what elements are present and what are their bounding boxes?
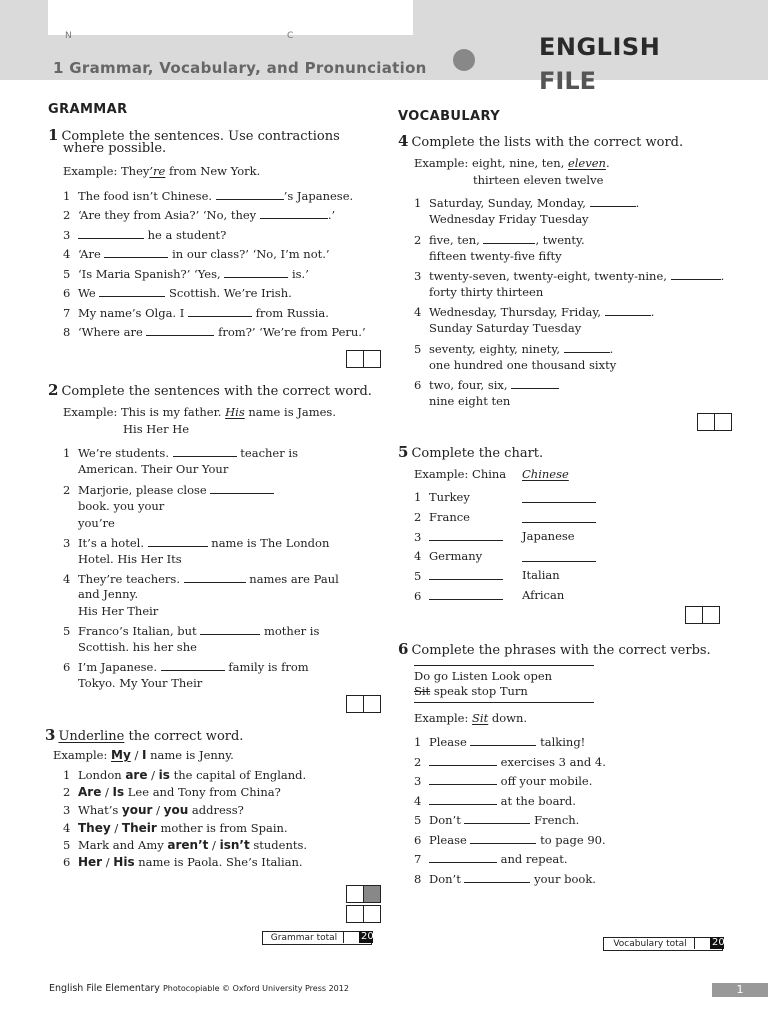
q4-example: Example: eight, nine, ten, eleven.: [414, 156, 610, 170]
q5-instruction: 5 Complete the chart.: [398, 443, 544, 461]
answer-blank[interactable]: [161, 659, 225, 671]
q1-item: 1 The food isn’t Chinese. ’s Japanese.: [63, 189, 354, 203]
q3-item: 1 London are / is the capital of England.: [63, 768, 307, 782]
q3-item: 6 Her / His name is Paola. She’s Italian.: [63, 855, 303, 869]
q5-row-right: African: [522, 588, 565, 602]
score-box: [346, 905, 381, 923]
q2-example-options: His Her He: [123, 422, 190, 436]
score-box: [346, 885, 381, 903]
q4-item: 5 seventy, eighty, ninety, .: [414, 342, 614, 356]
q6-instruction: 6 Complete the phrases with the correct verbs.: [398, 640, 711, 658]
option-word[interactable]: your: [121, 803, 153, 817]
q5-row-left: 3: [414, 529, 503, 544]
answer-blank[interactable]: [78, 227, 144, 239]
score-box: [685, 606, 720, 624]
answer-blank[interactable]: [429, 568, 503, 580]
bullet-icon: [453, 49, 475, 71]
q2-instruction: 2 Complete the sentences with the correct word.: [48, 381, 372, 399]
score-box: [697, 413, 732, 431]
q2-item: 1 We’re students. teacher is: [63, 446, 298, 460]
q6-item: 2 exercises 3 and 4.: [414, 755, 606, 769]
option-word[interactable]: are: [125, 768, 148, 782]
q4-options: Sunday Saturday Tuesday: [429, 321, 582, 335]
q2-item: 3 It’s a hotel. name is The London: [63, 536, 330, 550]
name-label: N: [65, 31, 72, 41]
answer-blank[interactable]: [224, 266, 288, 278]
option-word[interactable]: Their: [121, 821, 157, 835]
q5-row-right: Japanese: [522, 529, 575, 543]
q2-number: 2: [48, 381, 59, 399]
q2-options: book. you your: [78, 499, 165, 513]
q2-options: American. Their Our Your: [78, 462, 229, 476]
q2-options: you’re: [78, 516, 115, 530]
option-word[interactable]: is: [158, 768, 170, 782]
answer-blank[interactable]: [511, 377, 559, 389]
grammar-heading: GRAMMAR: [48, 102, 128, 117]
q3-item: 4 They / Their mother is from Spain.: [63, 821, 288, 835]
q2-item: 2 Marjorie, please close: [63, 482, 274, 497]
q2-item: 5 Franco’s Italian, but mother is: [63, 624, 320, 638]
q4-item: 4 Wednesday, Thursday, Friday, .: [414, 305, 655, 319]
answer-blank[interactable]: [184, 571, 246, 583]
answer-blank[interactable]: [671, 268, 721, 280]
footer: English File Elementary Photocopiable © Oxford University Press 2012: [49, 983, 349, 994]
option-word[interactable]: you: [163, 803, 189, 817]
vocabulary-total-value: 20: [712, 937, 725, 948]
q6-item: 6 Please to page 90.: [414, 833, 606, 847]
q3-item: 3 What’s your / you address?: [63, 803, 244, 817]
q4-options: nine eight ten: [429, 394, 511, 408]
page-number: 1: [712, 983, 768, 997]
answer-blank[interactable]: [464, 871, 530, 883]
q6-item: 3 off your mobile.: [414, 774, 593, 788]
option-word[interactable]: Is: [112, 785, 125, 799]
q5-row-right: Italian: [522, 568, 560, 582]
q1-item: 5 ‘Is Maria Spanish?’ ‘Yes, is.’: [63, 267, 309, 281]
grammar-total-value: 20: [361, 931, 374, 942]
answer-blank[interactable]: [200, 623, 260, 635]
answer-blank[interactable]: [146, 324, 214, 336]
q5-row-left: 2 France: [414, 510, 470, 524]
answer-blank[interactable]: [605, 304, 651, 316]
q1-item: 6 We Scottish. We’re Irish.: [63, 286, 292, 300]
q3-number: 3: [45, 726, 56, 744]
q1-example: Example: They’re from New York.: [63, 164, 261, 178]
answer-blank[interactable]: [470, 734, 536, 746]
q3-example: Example: My / I name is Jenny.: [53, 748, 234, 762]
q2-options: His Her Their: [78, 604, 159, 618]
answer-blank[interactable]: [429, 588, 503, 600]
q6-item: 4 at the board.: [414, 794, 576, 808]
q1-number: 1: [48, 126, 59, 144]
q2-options: and Jenny.: [78, 587, 139, 601]
q6-example: Example: Sit down.: [414, 711, 528, 725]
option-word[interactable]: Are: [78, 785, 102, 799]
answer-blank[interactable]: [173, 445, 237, 457]
q6-item: 7 and repeat.: [414, 852, 568, 866]
q6-item: 1 Please talking!: [414, 735, 586, 749]
answer-blank[interactable]: [429, 773, 497, 785]
q3-item: 2 Are / Is Lee and Tony from China?: [63, 785, 281, 799]
answer-blank[interactable]: [429, 851, 497, 863]
q1-item: 3 he a student?: [63, 228, 227, 242]
brand-logo-cut: FILE: [539, 67, 597, 95]
answer-blank[interactable]: [216, 188, 284, 200]
q1-item: 8 ‘Where are from?’ ‘We’re from Peru.’: [63, 325, 366, 339]
q5-row-left: 5: [414, 568, 503, 583]
option-word[interactable]: They: [78, 821, 111, 835]
answer-blank[interactable]: [564, 341, 610, 353]
word-box-line1: Do go Listen Look open: [414, 669, 553, 683]
answer-blank[interactable]: [464, 812, 530, 824]
option-word[interactable]: His: [113, 855, 135, 869]
name-field[interactable]: [48, 0, 413, 35]
q6-item: 8 Don’t your book.: [414, 872, 596, 886]
q2-options: Hotel. His Her Its: [78, 552, 182, 566]
answer-blank[interactable]: [429, 793, 497, 805]
answer-blank[interactable]: [590, 195, 636, 207]
word-box-top-rule: [414, 665, 594, 666]
q5-row-left: 6: [414, 588, 503, 603]
answer-blank[interactable]: [210, 482, 274, 494]
q1-item: 4 ‘Are in our class?’ ‘No, I’m not.’: [63, 247, 330, 261]
q1-instruction-line1: Complete the sentences. Use contractions: [61, 129, 340, 144]
answer-blank[interactable]: [188, 305, 252, 317]
q3-item: 5 Mark and Amy aren’t / isn’t students.: [63, 838, 308, 852]
q1-item: 2 ‘Are they from Asia?’ ‘No, they .’: [63, 208, 336, 222]
answer-blank[interactable]: [483, 232, 535, 244]
word-box-line2: Sit speak stop Turn: [414, 684, 528, 698]
q4-item: 6 two, four, six,: [414, 377, 559, 392]
q5-row-left: 4 Germany: [414, 549, 483, 563]
q1-item: 7 My name’s Olga. I from Russia.: [63, 306, 329, 320]
word-box-bottom-rule: [414, 702, 594, 703]
q2-example: Example: This is my father. His name is James.: [63, 405, 336, 419]
vocabulary-total: Vocabulary total 20: [603, 937, 723, 951]
option-word[interactable]: aren’t: [167, 838, 209, 852]
option-word[interactable]: isn’t: [219, 838, 250, 852]
answer-blank[interactable]: [148, 535, 208, 547]
q2-options: Tokyo. My Your Their: [78, 676, 203, 690]
class-label: C: [287, 31, 294, 41]
q5-example: Example: China: [414, 467, 507, 481]
brand-logo: ENGLISH: [539, 33, 661, 61]
q5-example-answer: Chinese: [522, 467, 569, 481]
option-word[interactable]: Her: [78, 855, 103, 869]
page-title: 1 Grammar, Vocabulary, and Pronunciation: [53, 59, 427, 77]
grammar-total: Grammar total 20: [262, 931, 372, 945]
q3-instruction: 3 Underline the correct word.: [45, 726, 244, 744]
q4-options: one hundred one thousand sixty: [429, 358, 617, 372]
q4-example-options: thirteen eleven twelve: [473, 173, 604, 187]
q4-options: forty thirty thirteen: [429, 285, 544, 299]
vocabulary-heading: VOCABULARY: [398, 109, 501, 124]
answer-blank[interactable]: [522, 502, 596, 503]
q2-options: Scottish. his her she: [78, 640, 197, 654]
q2-item: 4 They’re teachers. names are Paul: [63, 572, 339, 586]
answer-blank[interactable]: [522, 522, 596, 523]
q4-item: 3 twenty-seven, twenty-eight, twenty-nine, .: [414, 269, 725, 283]
q4-item: 1 Saturday, Sunday, Monday, .: [414, 196, 640, 210]
q4-item: 2 five, ten, , twenty.: [414, 233, 585, 247]
q4-instruction: 4 Complete the lists with the correct word.: [398, 132, 684, 150]
answer-blank[interactable]: [429, 529, 503, 541]
q6-item: 5 Don’t French.: [414, 813, 580, 827]
answer-blank[interactable]: [522, 561, 596, 562]
answer-blank[interactable]: [104, 246, 168, 258]
score-box: [346, 350, 381, 368]
q1-instruction-line2: where possible.: [63, 141, 167, 156]
q5-row-left: 1 Turkey: [414, 490, 470, 504]
answer-blank[interactable]: [260, 207, 328, 219]
q4-options: Wednesday Friday Tuesday: [429, 212, 589, 226]
q4-options: fifteen twenty-five fifty: [429, 249, 562, 263]
answer-blank[interactable]: [429, 754, 497, 766]
answer-blank[interactable]: [470, 832, 536, 844]
score-box: [346, 695, 381, 713]
answer-blank[interactable]: [99, 285, 165, 297]
q2-item: 6 I’m Japanese. family is from: [63, 660, 309, 674]
